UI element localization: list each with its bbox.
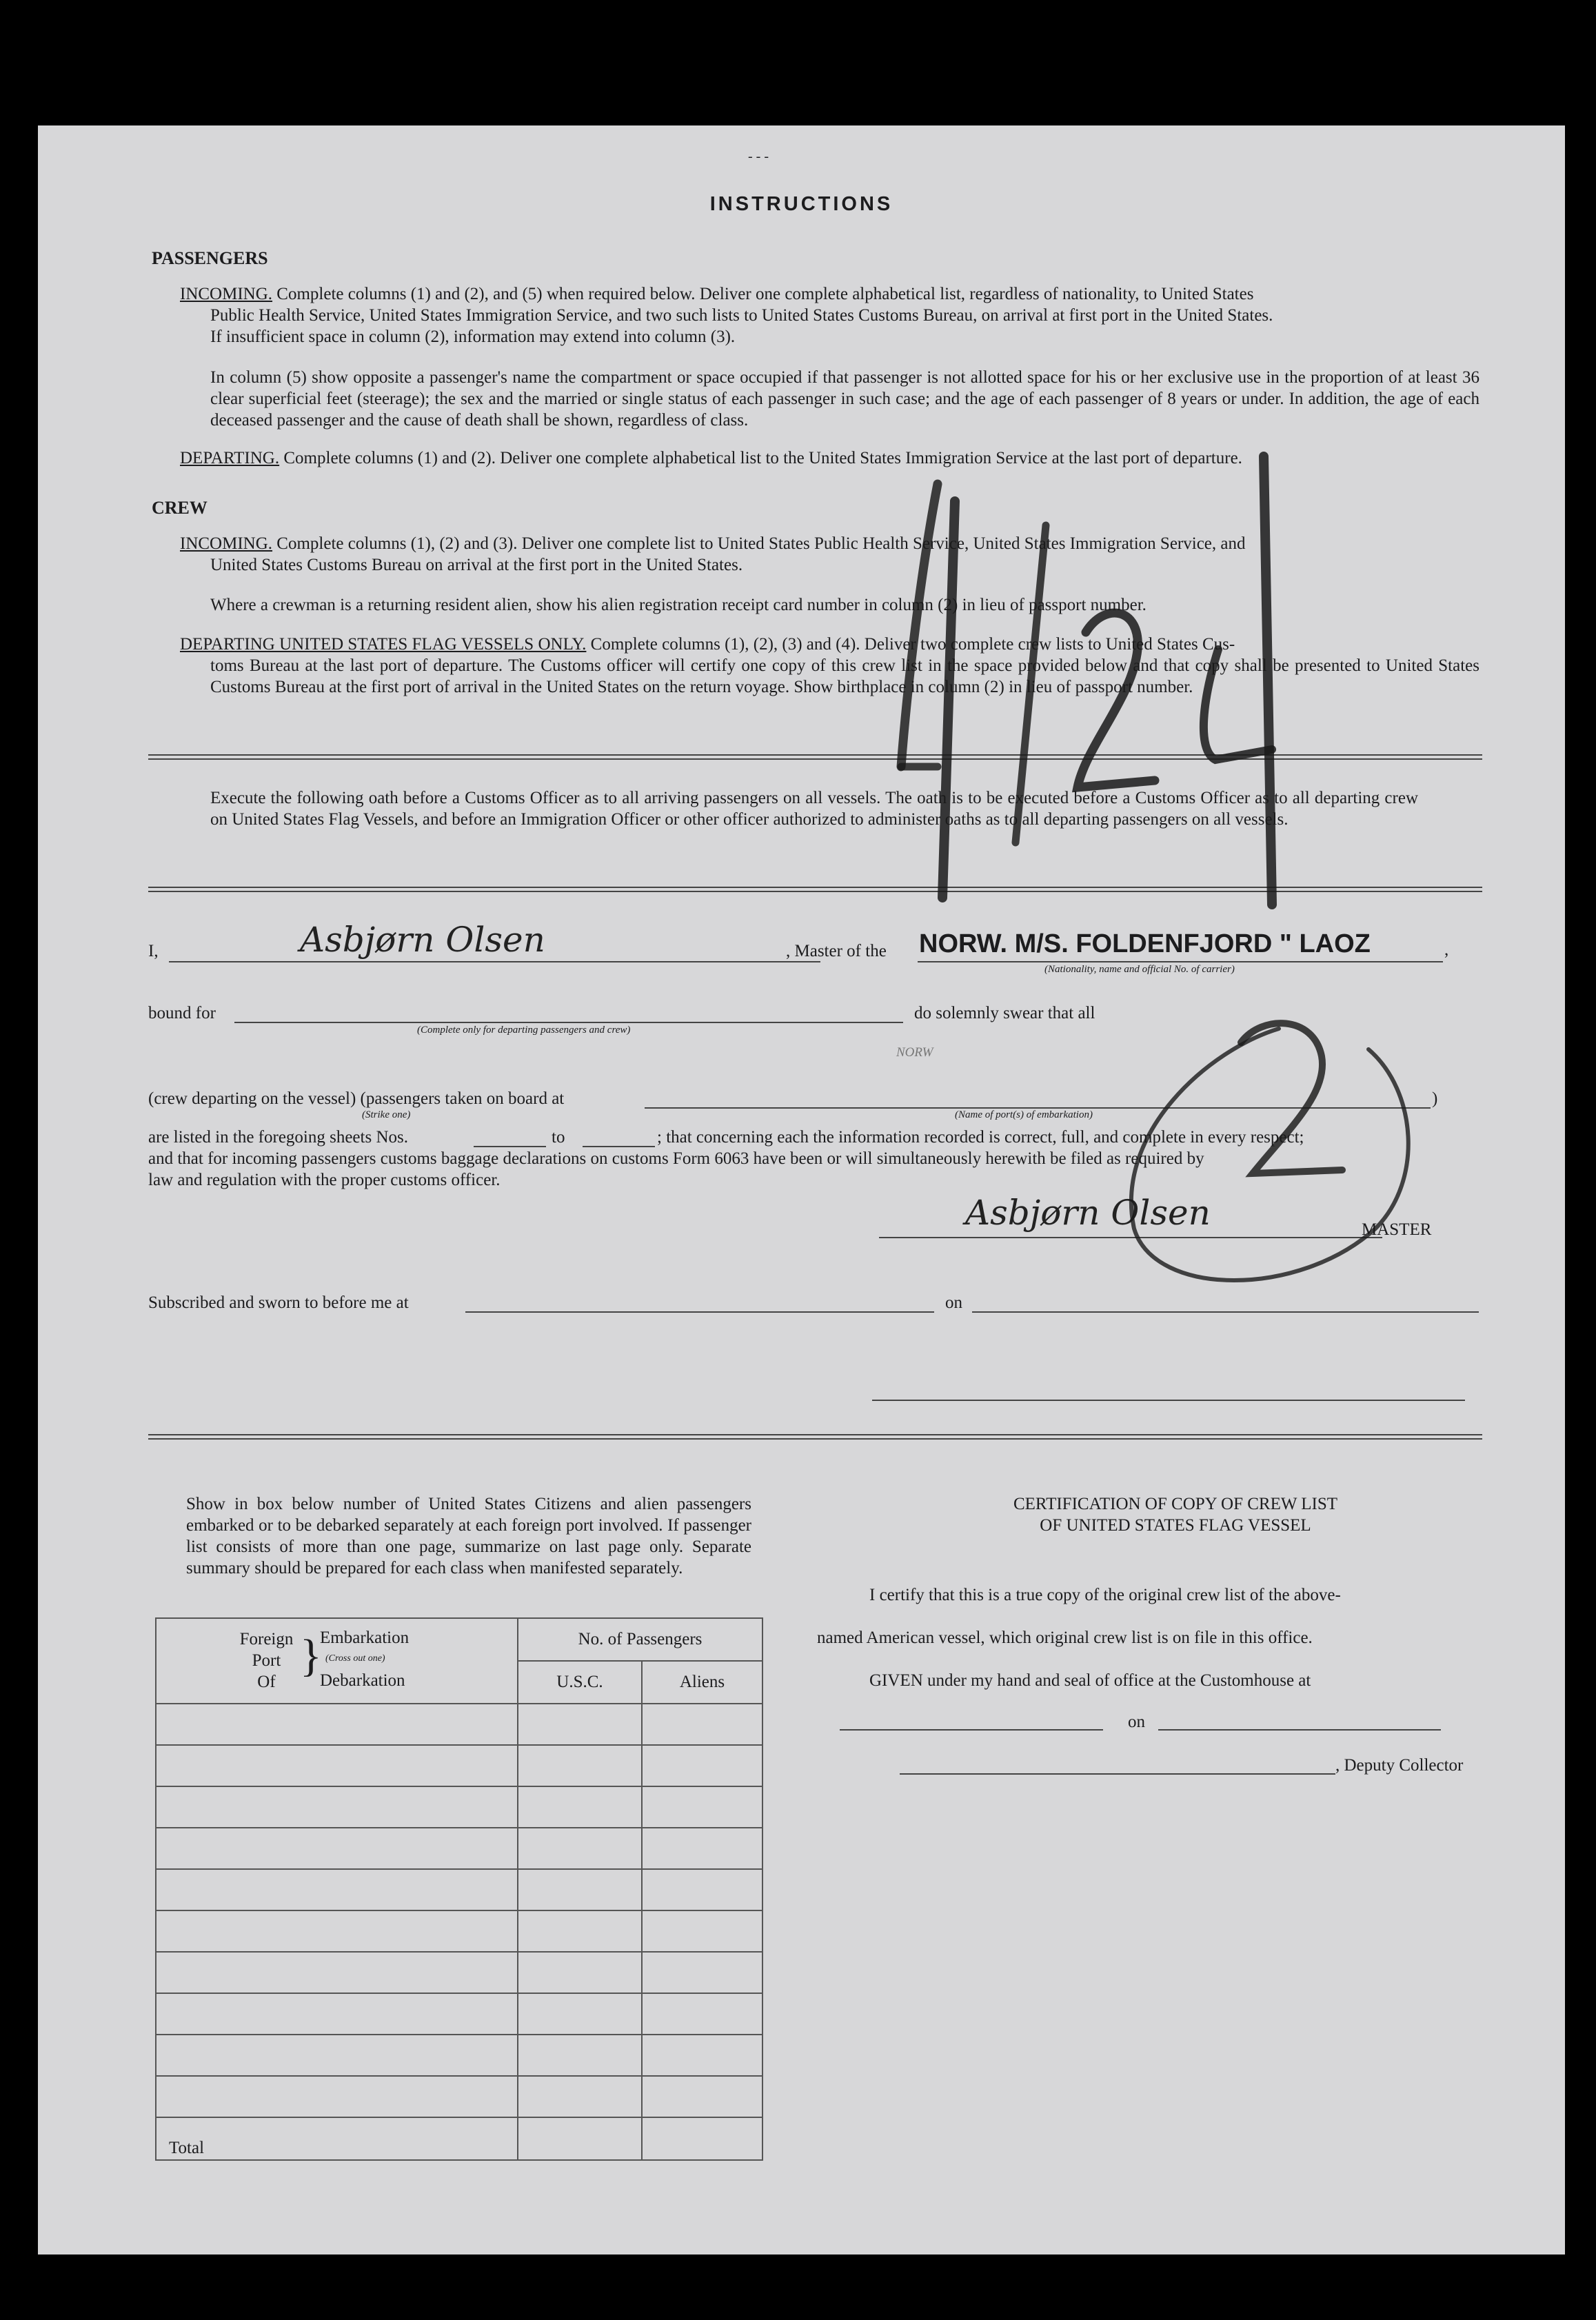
passengers-incoming-line3: If insufficient space in column (2), information may extend into column (3). bbox=[210, 327, 736, 346]
deputy-collector-label: , Deputy Collector bbox=[1335, 1756, 1464, 1775]
passengers-departing: DEPARTING. Complete columns (1) and (2). Deliver one complete alphabetical list to the United States Immigration Service at the last port of departure. bbox=[180, 449, 1242, 467]
debarkation-label: Debarkation bbox=[320, 1671, 405, 1690]
foreign-label: Foreign bbox=[239, 1630, 294, 1648]
correct-text: ; that concerning each the information recorded is correct, full, and complete in every respect; bbox=[657, 1128, 1304, 1147]
oath-comma: , bbox=[1444, 940, 1449, 959]
certification-title-1: CERTIFICATION OF COPY OF CREW LIST bbox=[1013, 1495, 1338, 1513]
master-label: MASTER bbox=[1362, 1220, 1432, 1239]
oath-instruction: Execute the following oath before a Customs Officer as to all arriving passengers on all vessels. The oath is to be executed before a Customs Officer as to all departing crew on United States Flag Vessels, and before an Immigration Officer or other officer authorized to administer oaths as to all departing passengers on all vessels. bbox=[210, 789, 1418, 829]
brace: } bbox=[300, 1631, 322, 1681]
certification-line2: named American vessel, which original crew list is on file in this office. bbox=[817, 1628, 1313, 1647]
close-paren: ) bbox=[1432, 1089, 1438, 1108]
crew-departing-line1: DEPARTING UNITED STATES FLAG VESSELS ONLY. Complete columns (1), (2), (3) and (4). Deliver two complete crew lists to United States Cus- bbox=[180, 635, 1235, 654]
oath-i: I, bbox=[148, 942, 159, 960]
bound-for-label: bound for bbox=[148, 1004, 216, 1022]
crew-incoming-label: INCOMING. bbox=[180, 534, 273, 553]
crew-departing-label: DEPARTING UNITED STATES FLAG VESSELS ONLY. bbox=[180, 635, 587, 654]
crew-departing-text: (crew departing on the vessel) (passengers taken on board at bbox=[148, 1089, 565, 1108]
handwritten-annotation bbox=[38, 125, 1565, 2255]
vessel-caption: (Nationality, name and official No. of carrier) bbox=[1044, 964, 1235, 975]
summary-instruction: Show in box below number of United States Citizens and alien passengers embarked or to be debarked separately at each foreign port involved. If passenger list consists of more than one page, summarize on last page only. Separate summary should be prepared for each class when manifested separately. bbox=[186, 1495, 751, 1577]
passengers-departing-label: DEPARTING. bbox=[180, 449, 280, 467]
subscribed-on: on bbox=[945, 1293, 962, 1312]
bound-for-caption: (Complete only for departing passengers and crew) bbox=[417, 1025, 631, 1036]
master-signature: Asbjørn Olsen bbox=[965, 1193, 1211, 1233]
certification-title-2: OF UNITED STATES FLAG VESSEL bbox=[1040, 1516, 1311, 1535]
crew-heading: CREW bbox=[152, 498, 208, 518]
oath-line3: law and regulation with the proper customs officer. bbox=[148, 1171, 501, 1189]
aliens-header: Aliens bbox=[642, 1661, 762, 1704]
usc-header: U.S.C. bbox=[518, 1661, 642, 1704]
port-caption: (Name of port(s) of embarkation) bbox=[955, 1109, 1093, 1120]
passengers-incoming-line2: Public Health Service, United States Immigration Service, and two such lists to United States Customs Bureau, on arrival at first port in the United States. bbox=[210, 306, 1273, 325]
swear-text: do solemnly swear that all bbox=[914, 1004, 1095, 1022]
crew-incoming-line1: INCOMING. Complete columns (1), (2) and (3). Deliver one complete list to United States Public Health Service, United States Immigration Service, and bbox=[180, 534, 1246, 553]
port-label: Port bbox=[252, 1651, 281, 1670]
master-name-signature: Asbjørn Olsen bbox=[300, 920, 545, 960]
no-of-passengers-header: No. of Passengers bbox=[518, 1618, 762, 1661]
crew-resident-alien-text: Where a crewman is a returning resident alien, show his alien registration receipt card number in column (2) in lieu of passport number. bbox=[210, 596, 1147, 614]
to-text: to bbox=[552, 1128, 565, 1147]
header-mark: - - - bbox=[748, 149, 769, 164]
oath-master-of-the: , Master of the bbox=[786, 942, 887, 960]
of-label: Of bbox=[257, 1673, 276, 1691]
faint-stamp: NORW bbox=[896, 1045, 933, 1060]
crew-departing-rest: toms Bureau at the last port of departure. The Customs officer will certify one copy of this crew list in the space provided below and that copy shall be presented to United States Customs Bureau at the first port of arrival in the United States on the return voyage. Show birthplace in column (2) in lieu of passport number. bbox=[210, 656, 1479, 696]
passengers-heading: PASSENGERS bbox=[152, 248, 268, 268]
certification-line1: I certify that this is a true copy of the original crew list of the above- bbox=[869, 1586, 1341, 1604]
total-label: Total bbox=[156, 2117, 518, 2160]
handwritten-number-4-24 bbox=[901, 456, 1408, 1280]
cross-out-label: (Cross out one) bbox=[325, 1653, 385, 1664]
certification-on: on bbox=[1128, 1713, 1145, 1731]
embarkation-label: Embarkation bbox=[320, 1628, 410, 1647]
vessel-name: NORW. M/S. FOLDENFJORD " LAOZ bbox=[919, 929, 1371, 958]
passengers-incoming-line1: INCOMING. Complete columns (1) and (2), and (5) when required below. Deliver one complete alphabetical list, regardless of nationality, to United States bbox=[180, 285, 1254, 303]
certification-line3: GIVEN under my hand and seal of office at the Customhouse at bbox=[869, 1671, 1311, 1690]
passengers-column5-text: In column (5) show opposite a passenger's name the compartment or space occupied if that passenger is not allotted space for his or her exclusive use in the proportion of at least 36 clear superficial feet (steerage); the sex and the married or single status of each passenger in such case; and the age of each passenger of 8 years or under. In addition, the age of each deceased passenger and the cause of death shall be shown, regardless of class. bbox=[210, 368, 1479, 430]
listed-text: are listed in the foregoing sheets Nos. bbox=[148, 1128, 408, 1147]
form-page bbox=[38, 125, 1565, 2255]
crew-incoming-line2: United States Customs Bureau on arrival at the first port in the United States. bbox=[210, 556, 743, 574]
page-title: INSTRUCTIONS bbox=[709, 193, 893, 215]
oath-line2: and that for incoming passengers customs baggage declarations on customs Form 6063 have been or will simultaneously herewith be filed as required by bbox=[148, 1149, 1204, 1168]
subscribed-text: Subscribed and sworn to before me at bbox=[148, 1293, 409, 1312]
strike-one-caption: (Strike one) bbox=[362, 1109, 411, 1120]
passengers-incoming-label: INCOMING. bbox=[180, 285, 273, 303]
